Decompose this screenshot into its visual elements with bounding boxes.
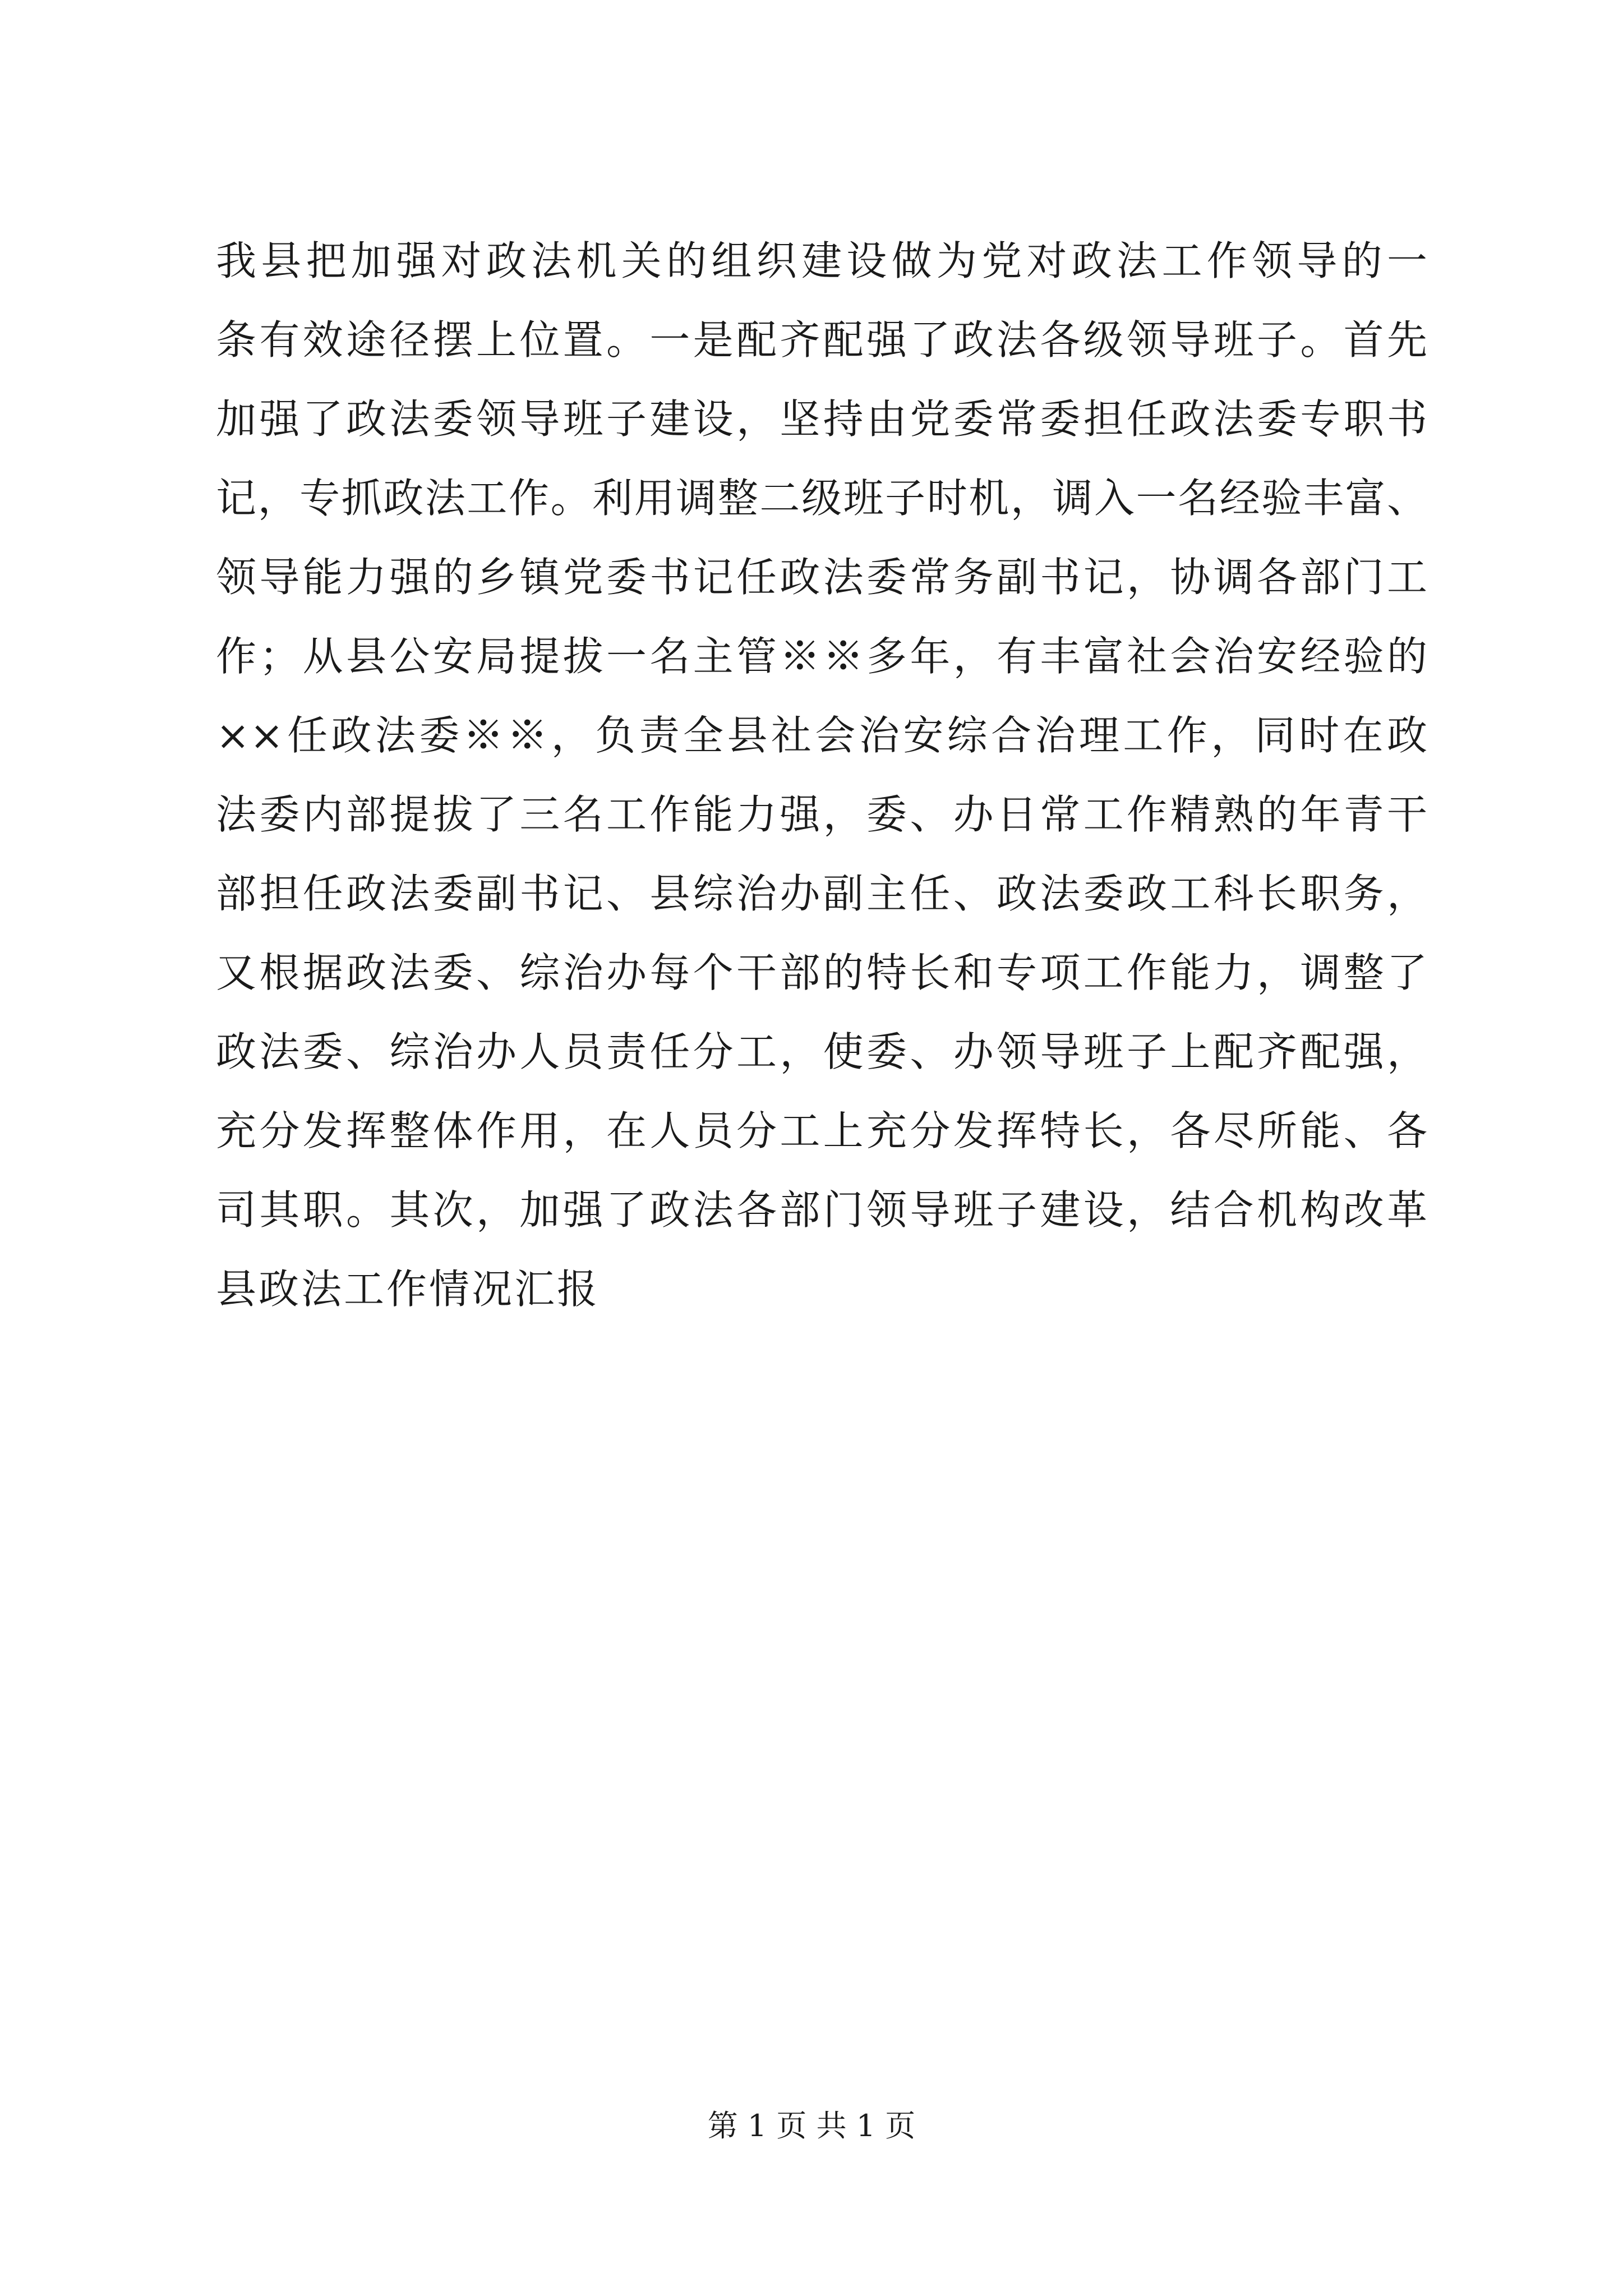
- text-line-4: 记，专抓政法工作。利用调整二级班子时机，调入一名经验丰富、: [216, 475, 1427, 522]
- text-line-13: 司其职。其次，加强了政法各部门领导班子建设，结合机构改革: [216, 1186, 1427, 1234]
- text-line-5: 领导能力强的乡镇党委书记任政法委常务副书记，协调各部门工: [216, 554, 1427, 601]
- text-line-9: 部担任政法委副书记、县综治办副主任、政法委政工科长职务，: [216, 870, 1427, 917]
- text-line-6: 作；从县公安局提拔一名主管※※多年，有丰富社会治安经验的: [216, 633, 1427, 680]
- text-line-7: ××任政法委※※，负责全县社会治安综合治理工作，同时在政: [216, 712, 1427, 759]
- text-line-3: 加强了政法委领导班子建设，坚持由党委常委担任政法委专职书: [216, 395, 1427, 443]
- text-line-2: 条有效途径摆上位置。一是配齐配强了政法各级领导班子。首先: [216, 316, 1427, 364]
- body-paragraph: [216, 222, 1427, 1329]
- text-line-10: 又根据政法委、综治办每个干部的特长和专项工作能力，调整了: [216, 949, 1427, 996]
- text-line-14: 县政法工作情况汇报: [216, 1266, 600, 1313]
- text-line-12: 充分发挥整体作用，在人员分工上充分发挥特长，各尽所能、各: [216, 1107, 1427, 1154]
- page-number-footer: 第 1 页 共 1 页: [707, 2108, 916, 2143]
- text-line-8: 法委内部提拔了三名工作能力强，委、办日常工作精熟的年青干: [216, 791, 1427, 838]
- text-line-1: 我县把加强对政法机关的组织建设做为党对政法工作领导的一: [216, 237, 1427, 284]
- text-line-11: 政法委、综治办人员责任分工，使委、办领导班子上配齐配强，: [216, 1028, 1427, 1075]
